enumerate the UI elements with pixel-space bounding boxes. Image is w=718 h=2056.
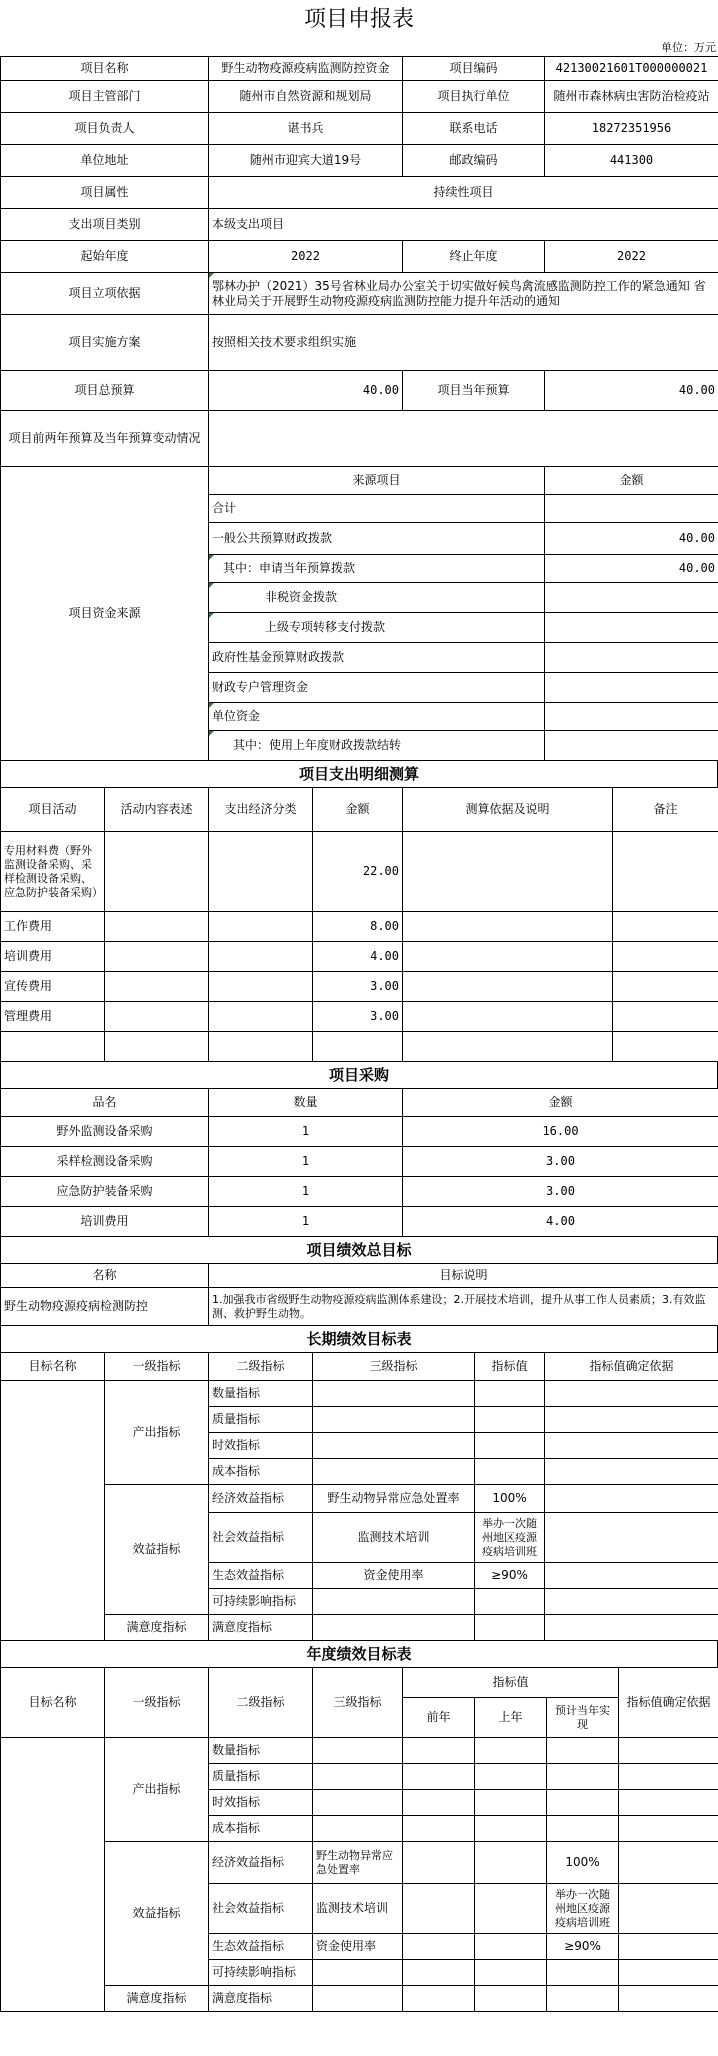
table-row — [1, 942, 718, 972]
longterm-l3: 资金使用率 — [313, 1563, 475, 1589]
annual-l3: 监测技术培训 — [313, 1884, 403, 1934]
annual-l2: 生态效益指标 — [209, 1934, 313, 1960]
procurement-amount: 3.00 — [403, 1177, 718, 1207]
overall-name: 野生动物疫源疫病检测防控 — [1, 1288, 209, 1326]
overall-section-title: 项目绩效总目标 — [0, 1237, 718, 1263]
detail-section-title: 项目支出明细测算 — [0, 761, 718, 787]
funding-row-amount — [545, 583, 718, 613]
detail-activity: 专用材料费（野外监测设备采购、采样检测设备采购、应急防护装备采购） — [1, 832, 105, 912]
procurement-amount: 3.00 — [403, 1147, 718, 1177]
funding-row-amount — [545, 703, 718, 731]
longterm-table — [0, 1352, 718, 1641]
annual-benefit: 效益指标 — [105, 1842, 209, 1986]
funding-row-amount — [545, 495, 718, 523]
table-row — [1, 1738, 718, 1764]
start-value: 2022 — [209, 241, 403, 273]
longterm-val — [475, 1459, 545, 1485]
cat-value: 本级支出项目 — [209, 209, 718, 241]
longterm-section-title: 长期绩效目标表 — [0, 1326, 718, 1352]
procurement-qty: 1 — [209, 1117, 403, 1147]
funding-row-name: 合计 — [209, 495, 545, 523]
procurement-name: 采样检测设备采购 — [1, 1147, 209, 1177]
end-value: 2022 — [545, 241, 718, 273]
annual-l2: 可持续影响指标 — [209, 1960, 313, 1986]
funding-row-name: 其中：使用上年度财政拨款结转 — [209, 731, 545, 761]
year-label: 项目当年预算 — [403, 371, 545, 411]
phone-value: 18272351956 — [545, 113, 718, 145]
table-row — [1, 972, 718, 1002]
basis-label: 项目立项依据 — [1, 273, 209, 315]
annual-val: ≥90% — [547, 1934, 619, 1960]
longterm-l2: 满意度指标 — [209, 1615, 313, 1641]
detail-activity: 工作费用 — [1, 912, 105, 942]
annual-header: 指标值确定依据 — [619, 1668, 718, 1738]
funding-row-name: 上级专项转移支付拨款 — [209, 613, 545, 643]
annual-header: 二级指标 — [209, 1668, 313, 1738]
plan-value: 按照相关技术要求组织实施 — [209, 315, 718, 371]
detail-header: 测算依据及说明 — [403, 788, 613, 832]
longterm-l2: 成本指标 — [209, 1459, 313, 1485]
annual-val: 举办一次随州地区疫源疫病培训班 — [547, 1884, 619, 1934]
exec-label: 项目执行单位 — [403, 81, 545, 113]
annual-val — [547, 1986, 619, 2012]
unit-label: 单位：万元 — [661, 41, 716, 54]
annual-subheader: 预计当年实现 — [547, 1698, 619, 1738]
name-label: 项目名称 — [1, 57, 209, 81]
overall-col-desc: 目标说明 — [209, 1264, 718, 1288]
annual-satisfaction: 满意度指标 — [105, 1986, 209, 2012]
longterm-header: 三级指标 — [313, 1353, 475, 1381]
annual-output: 产出指标 — [105, 1738, 209, 1842]
annual-section-title: 年度绩效目标表 — [0, 1641, 718, 1667]
code-value: 42130021601T000000021 — [545, 57, 718, 81]
procurement-header: 金额 — [403, 1089, 718, 1117]
funding-table — [0, 466, 718, 761]
funding-row-name: 单位资金 — [209, 703, 545, 731]
longterm-l2: 数量指标 — [209, 1381, 313, 1407]
code-label: 项目编码 — [403, 57, 545, 81]
detail-amount: 3.00 — [313, 972, 403, 1002]
plan-label: 项目实施方案 — [1, 315, 209, 371]
funding-row-amount — [545, 731, 718, 761]
longterm-header: 二级指标 — [209, 1353, 313, 1381]
funding-row-name: 非税资金拨款 — [209, 583, 545, 613]
change-value — [209, 411, 718, 467]
annual-l3 — [313, 1738, 403, 1764]
longterm-header: 目标名称 — [1, 1353, 105, 1381]
procurement-name: 培训费用 — [1, 1207, 209, 1237]
funding-col-source: 来源项目 — [209, 467, 545, 495]
year-value: 40.00 — [545, 371, 718, 411]
annual-l2: 社会效益指标 — [209, 1884, 313, 1934]
phone-label: 联系电话 — [403, 113, 545, 145]
detail-header: 备注 — [613, 788, 718, 832]
annual-l3 — [313, 1960, 403, 1986]
detail-header: 项目活动 — [1, 788, 105, 832]
longterm-header: 一级指标 — [105, 1353, 209, 1381]
procurement-amount: 16.00 — [403, 1117, 718, 1147]
longterm-l2: 可持续影响指标 — [209, 1589, 313, 1615]
annual-header: 指标值 — [403, 1668, 619, 1698]
table-row — [1, 1207, 718, 1237]
funding-row-amount: 40.00 — [545, 523, 718, 555]
annual-l3 — [313, 1816, 403, 1842]
leader-label: 项目负责人 — [1, 113, 209, 145]
longterm-header: 指标值确定依据 — [545, 1353, 718, 1381]
table-row — [1, 1615, 718, 1641]
table-row — [1, 1032, 718, 1062]
dept-label: 项目主管部门 — [1, 81, 209, 113]
annual-subheader: 上年 — [475, 1698, 547, 1738]
annual-table — [0, 1667, 718, 2012]
annual-l3: 资金使用率 — [313, 1934, 403, 1960]
table-row — [1, 1002, 718, 1032]
table-row — [1, 1381, 718, 1407]
annual-l2: 质量指标 — [209, 1764, 313, 1790]
zip-label: 邮政编码 — [403, 145, 545, 177]
annual-l2: 满意度指标 — [209, 1986, 313, 2012]
longterm-l3: 监测技术培训 — [313, 1513, 475, 1563]
annual-l2: 经济效益指标 — [209, 1842, 313, 1884]
procurement-name: 野外监测设备采购 — [1, 1117, 209, 1147]
annual-val: 100% — [547, 1842, 619, 1884]
annual-val — [547, 1738, 619, 1764]
annual-l3: 野生动物异常应急处置率 — [313, 1842, 403, 1884]
detail-amount: 4.00 — [313, 942, 403, 972]
total-label: 项目总预算 — [1, 371, 209, 411]
longterm-l3 — [313, 1459, 475, 1485]
detail-header: 活动内容表述 — [105, 788, 209, 832]
table-row — [1, 1986, 718, 2012]
longterm-l2: 经济效益指标 — [209, 1485, 313, 1513]
detail-activity — [1, 1032, 105, 1062]
page-title: 项目申报表 — [303, 7, 414, 32]
procurement-table — [0, 1088, 718, 1237]
detail-amount: 3.00 — [313, 1002, 403, 1032]
longterm-val — [475, 1433, 545, 1459]
longterm-val: ≥90% — [475, 1563, 545, 1589]
detail-header: 金额 — [313, 788, 403, 832]
overall-desc: 1.加强我市省级野生动物疫源疫病监测体系建设；2.开展技术培训，提升从事工作人员素质；3.有效监测、救护野生动物。 — [209, 1288, 718, 1326]
table-row — [1, 1177, 718, 1207]
longterm-output: 产出指标 — [105, 1381, 209, 1485]
addr-value: 随州市迎宾大道19号 — [209, 145, 403, 177]
cat-label: 支出项目类别 — [1, 209, 209, 241]
longterm-l3 — [313, 1433, 475, 1459]
attr-value: 持续性项目 — [209, 177, 718, 209]
longterm-val: 100% — [475, 1485, 545, 1513]
detail-activity: 管理费用 — [1, 1002, 105, 1032]
annual-l2: 数量指标 — [209, 1738, 313, 1764]
table-row — [1, 1147, 718, 1177]
detail-table — [0, 787, 718, 1062]
longterm-val — [475, 1407, 545, 1433]
procurement-header: 数量 — [209, 1089, 403, 1117]
dept-value: 随州市自然资源和规划局 — [209, 81, 403, 113]
basic-info-table — [0, 56, 718, 467]
longterm-val — [475, 1381, 545, 1407]
addr-label: 单位地址 — [1, 145, 209, 177]
detail-header: 支出经济分类 — [209, 788, 313, 832]
procurement-header: 品名 — [1, 1089, 209, 1117]
end-label: 终止年度 — [403, 241, 545, 273]
annual-header: 三级指标 — [313, 1668, 403, 1738]
longterm-header: 指标值 — [475, 1353, 545, 1381]
longterm-satisfaction: 满意度指标 — [105, 1615, 209, 1641]
overall-table — [0, 1263, 718, 1326]
table-row — [1, 832, 718, 912]
table-row — [1, 1842, 718, 1884]
annual-val — [547, 1816, 619, 1842]
longterm-l3: 野生动物异常应急处置率 — [313, 1485, 475, 1513]
longterm-val — [475, 1589, 545, 1615]
longterm-l3 — [313, 1615, 475, 1641]
annual-l3 — [313, 1790, 403, 1816]
procurement-qty: 1 — [209, 1177, 403, 1207]
longterm-l3 — [313, 1589, 475, 1615]
table-row — [1, 912, 718, 942]
overall-col-name: 名称 — [1, 1264, 209, 1288]
funding-label: 项目资金来源 — [1, 467, 209, 761]
procurement-qty: 1 — [209, 1207, 403, 1237]
detail-activity: 培训费用 — [1, 942, 105, 972]
longterm-l2: 生态效益指标 — [209, 1563, 313, 1589]
funding-row-name: 其中：申请当年预算拨款 — [209, 555, 545, 583]
procurement-qty: 1 — [209, 1147, 403, 1177]
longterm-l2: 时效指标 — [209, 1433, 313, 1459]
annual-l2: 成本指标 — [209, 1816, 313, 1842]
attr-label: 项目属性 — [1, 177, 209, 209]
funding-row-name: 财政专户管理资金 — [209, 673, 545, 703]
funding-col-amount: 金额 — [545, 467, 718, 495]
annual-header: 一级指标 — [105, 1668, 209, 1738]
exec-value: 随州市森林病虫害防治检疫站 — [545, 81, 718, 113]
longterm-l2: 质量指标 — [209, 1407, 313, 1433]
longterm-l3 — [313, 1381, 475, 1407]
annual-val — [547, 1960, 619, 1986]
funding-row-amount — [545, 643, 718, 673]
annual-val — [547, 1764, 619, 1790]
longterm-val: 举办一次随州地区疫源疫病培训班 — [475, 1513, 545, 1563]
funding-row-amount: 40.00 — [545, 555, 718, 583]
annual-header: 目标名称 — [1, 1668, 105, 1738]
annual-val — [547, 1790, 619, 1816]
table-row — [1, 1485, 718, 1513]
name-value: 野生动物疫源疫病监测防控资金 — [209, 57, 403, 81]
start-label: 起始年度 — [1, 241, 209, 273]
annual-l3 — [313, 1986, 403, 2012]
procurement-name: 应急防护装备采购 — [1, 1177, 209, 1207]
detail-amount: 22.00 — [313, 832, 403, 912]
procurement-section-title: 项目采购 — [0, 1062, 718, 1088]
procurement-amount: 4.00 — [403, 1207, 718, 1237]
longterm-l3 — [313, 1407, 475, 1433]
zip-value: 441300 — [545, 145, 718, 177]
total-value: 40.00 — [209, 371, 403, 411]
funding-row-amount — [545, 673, 718, 703]
annual-l2: 时效指标 — [209, 1790, 313, 1816]
basis-value: 鄂林办护（2021）35号省林业局办公室关于切实做好候鸟禽流感监测防控工作的紧急通知 省林业局关于开展野生动物疫源疫病监测防控能力提升年活动的通知 — [209, 273, 718, 315]
longterm-benefit: 效益指标 — [105, 1485, 209, 1615]
funding-row-amount — [545, 613, 718, 643]
annual-subheader: 前年 — [403, 1698, 475, 1738]
table-row — [1, 1117, 718, 1147]
detail-amount: 8.00 — [313, 912, 403, 942]
funding-row-name: 一般公共预算财政拨款 — [209, 523, 545, 555]
funding-row-name: 政府性基金预算财政拨款 — [209, 643, 545, 673]
longterm-l2: 社会效益指标 — [209, 1513, 313, 1563]
longterm-val — [475, 1615, 545, 1641]
leader-value: 谌书兵 — [209, 113, 403, 145]
detail-amount — [313, 1032, 403, 1062]
annual-l3 — [313, 1764, 403, 1790]
detail-activity: 宣传费用 — [1, 972, 105, 1002]
change-label: 项目前两年预算及当年预算变动情况 — [1, 411, 209, 467]
